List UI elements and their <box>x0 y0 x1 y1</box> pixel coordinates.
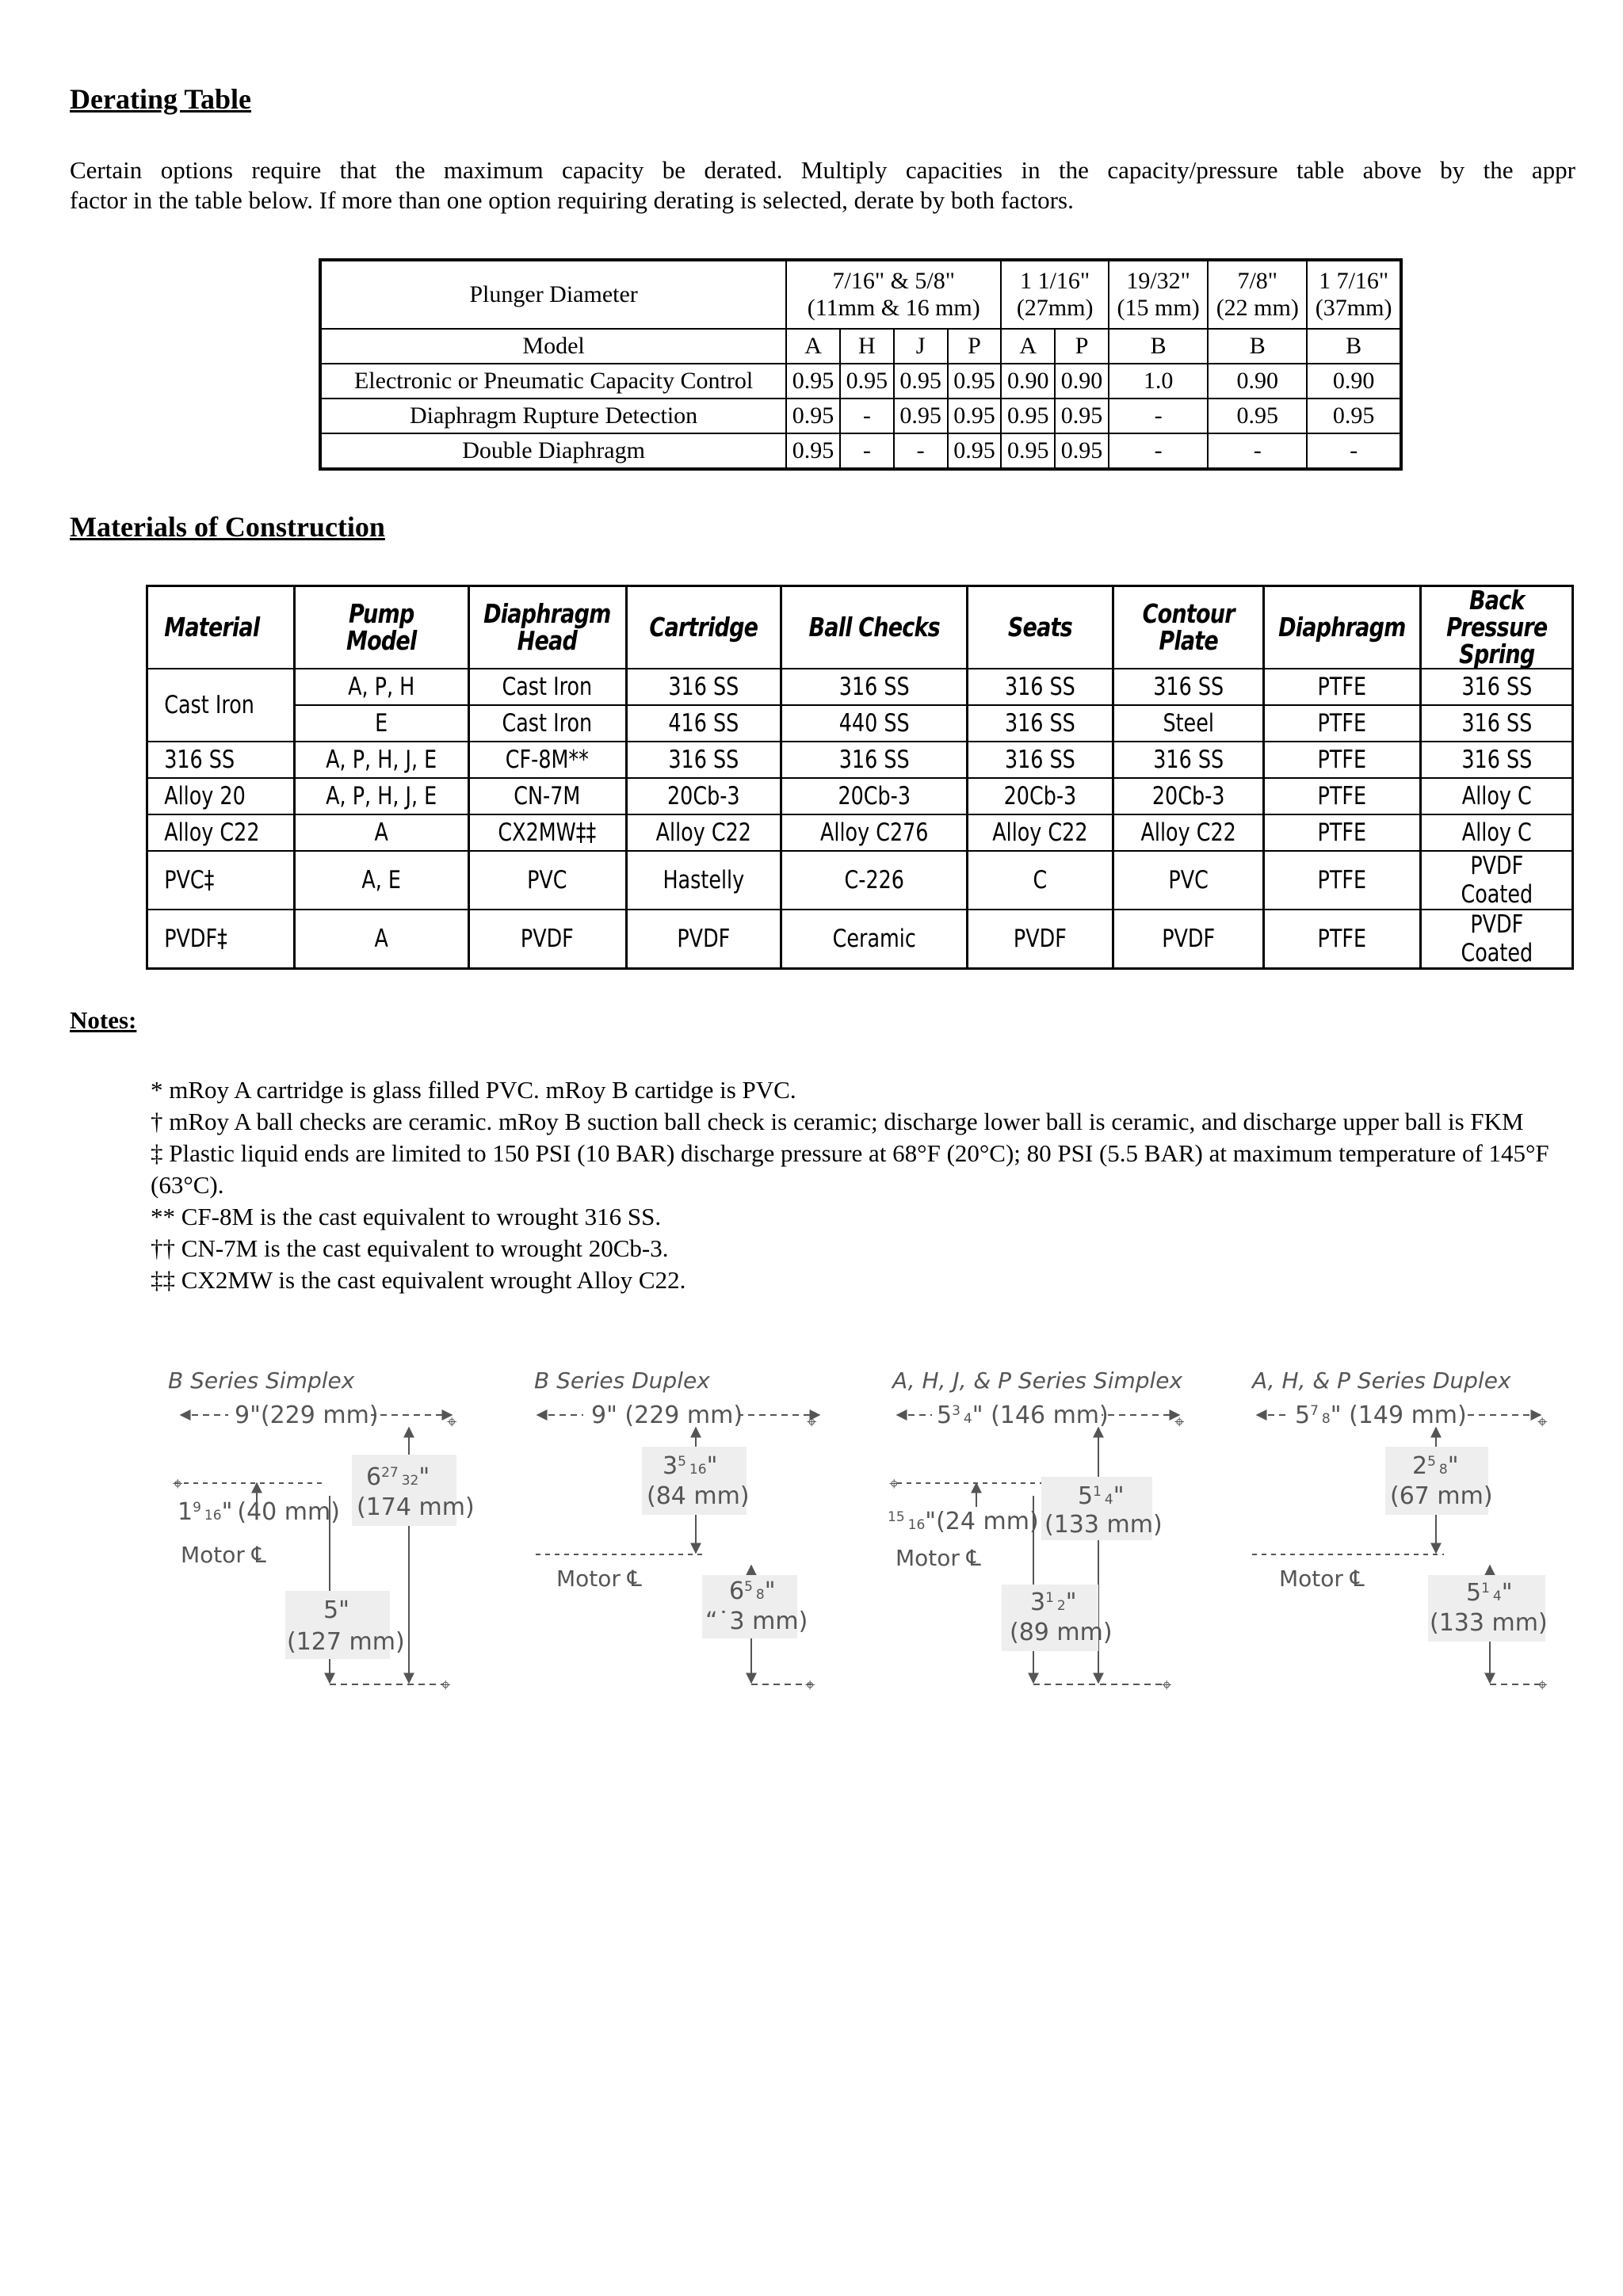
model-cell: A <box>1001 329 1055 364</box>
materials-cell: CN-7M <box>483 778 612 814</box>
materials-cell: 20Cb-3 <box>980 778 1101 814</box>
material-name: Cast Iron <box>160 669 281 742</box>
derating-factor: 0.95 <box>948 433 1002 469</box>
svg-text:⌖: ⌖ <box>805 1676 815 1695</box>
materials-cell: C-226 <box>798 851 950 910</box>
materials-cell: PVDF <box>640 910 767 969</box>
materials-row <box>147 742 1573 778</box>
svg-text:Motor ℄: Motor ℄ <box>556 1566 642 1592</box>
derating-factor: 0.95 <box>948 399 1002 433</box>
dimension-drawings <box>158 1356 1585 1721</box>
materials-cell: 316 SS <box>1127 669 1250 705</box>
materials-cell: PVC <box>1127 851 1250 910</box>
svg-text:Motor ℄: Motor ℄ <box>1279 1566 1365 1592</box>
derating-factor: 0.95 <box>1055 399 1109 433</box>
materials-row <box>147 910 1573 969</box>
plunger-diameter-cell: 7/8" (22 mm) <box>1208 260 1307 329</box>
svg-text:⌖: ⌖ <box>889 1474 899 1494</box>
materials-cell: PVDF Coated <box>1434 910 1559 969</box>
svg-text:312": $3^1$ $_2$" <box>1030 1589 1077 1616</box>
notes-title: Notes: <box>70 1006 137 1034</box>
svg-text:(127 mm): (127 mm) <box>287 1628 405 1656</box>
notes-list <box>151 1074 1561 1296</box>
derating-row <box>320 433 1401 469</box>
derating-factor: 0.90 <box>1307 364 1401 399</box>
materials-cell: Cast Iron <box>483 669 612 705</box>
materials-cell: PVDF <box>980 910 1101 969</box>
derating-factor: - <box>894 433 948 469</box>
drawing-title: B Series Duplex <box>534 1367 710 1394</box>
materials-title: Materials of Construction <box>70 511 385 543</box>
svg-text:⌖: ⌖ <box>1174 1413 1185 1432</box>
materials-cell: 440 SS <box>798 705 950 742</box>
derating-factor: - <box>1307 433 1401 469</box>
svg-text:⌖: ⌖ <box>807 1413 817 1432</box>
derating-intro <box>70 155 1575 215</box>
materials-row <box>147 669 1573 705</box>
note-item: ‡ Plastic liquid ends are limited to 150 PSI (10 BAR) discharge pressure at 68°F (20°C); 80 PSI (5.5 BAR) at maximum temperature of 145°F (63°C). <box>151 1139 1549 1199</box>
materials-header: Ball Checks <box>798 586 950 669</box>
derating-factor: 0.95 <box>894 399 948 433</box>
materials-cell: C <box>980 851 1101 910</box>
derating-row-label: Diaphragm Rupture Detection <box>320 399 786 433</box>
svg-text:(84 mm): (84 mm) <box>647 1482 750 1510</box>
derating-table-title: Derating Table <box>70 83 252 115</box>
materials-cell: Ceramic <box>798 910 950 969</box>
materials-cell: Alloy C22 <box>640 814 767 851</box>
materials-cell: E <box>310 705 453 742</box>
svg-text:578" (149 mm): $5^7$ $_8$" (149 mm) <box>1295 1402 1467 1429</box>
materials-cell: A <box>310 814 453 851</box>
svg-text:1516"(24 mm): $^{15}$ $_{16}$"(24 mm) <box>888 1508 1039 1535</box>
derating-factor: 0.95 <box>786 364 840 399</box>
materials-header: Diaphragm <box>1277 586 1407 669</box>
svg-text:5": 5" <box>323 1596 349 1624</box>
materials-cell: A, E <box>310 851 453 910</box>
derating-intro-line-1: Certain options require that the maximum capacity be derated. Multiply capacities in the capacity/pressure table above by the appr <box>70 156 1575 184</box>
plunger-diameter-cell: 1 1/16" (27mm) <box>1001 260 1109 329</box>
derating-factor: - <box>1208 433 1307 469</box>
materials-cell: 316 SS <box>1127 742 1250 778</box>
materials-table <box>146 585 1574 970</box>
material-name: Alloy 20 <box>160 778 281 814</box>
materials-cell: PTFE <box>1277 705 1407 742</box>
plunger-diameter-cell: 19/32" (15 mm) <box>1109 260 1208 329</box>
materials-cell: PVC <box>483 851 612 910</box>
materials-header: Pump Model <box>310 586 453 669</box>
motor-centerline-label: Motor ℄ <box>181 1542 266 1568</box>
derating-factor: 0.90 <box>1208 364 1307 399</box>
derating-factor: - <box>840 399 894 433</box>
note-item: ** CF-8M is the cast equivalent to wrought 316 SS. <box>151 1203 662 1230</box>
derating-factor: 0.95 <box>1001 433 1055 469</box>
materials-cell: 316 SS <box>980 742 1101 778</box>
materials-cell: Alloy C <box>1434 778 1559 814</box>
materials-cell: A, P, H, J, E <box>310 742 453 778</box>
model-cell: B <box>1109 329 1208 364</box>
note-item: ‡‡ CX2MW is the cast equivalent wrought Alloy C22. <box>151 1266 686 1294</box>
materials-header: Diaphragm Head <box>483 586 612 669</box>
svg-text:(89 mm): (89 mm) <box>1010 1619 1113 1646</box>
drawing-ahjp-series-simplex <box>888 1367 1184 1695</box>
materials-row <box>147 705 1573 742</box>
materials-cell: Cast Iron <box>483 705 612 742</box>
model-cell: P <box>948 329 1002 364</box>
derating-intro-line-2: factor in the table below. If more than one option requiring derating is selected, derate by both factors. <box>70 186 1074 214</box>
materials-cell: PTFE <box>1277 778 1407 814</box>
materials-cell: Hastelly <box>640 851 767 910</box>
svg-text:534" (146 mm): $5^3$ $_4$" (146 mm) <box>937 1402 1109 1429</box>
materials-cell: Alloy C22 <box>980 814 1101 851</box>
derating-factor: 0.95 <box>840 364 894 399</box>
materials-cell: PTFE <box>1277 742 1407 778</box>
materials-cell: PVDF <box>1127 910 1250 969</box>
model-cell: P <box>1055 329 1109 364</box>
materials-cell: PVDF Coated <box>1434 851 1559 910</box>
derating-factor: 0.95 <box>1307 399 1401 433</box>
materials-row <box>147 814 1573 851</box>
derating-row-label: Double Diaphragm <box>320 433 786 469</box>
derating-factor: 0.95 <box>786 433 840 469</box>
materials-cell: Steel <box>1127 705 1250 742</box>
materials-cell: A, P, H, J, E <box>310 778 453 814</box>
materials-cell: PTFE <box>1277 851 1407 910</box>
model-cell: B <box>1307 329 1401 364</box>
derating-factor: 0.90 <box>1055 364 1109 399</box>
svg-text:514": $5^1$ $_4$" <box>1078 1482 1125 1510</box>
materials-cell: 316 SS <box>798 742 950 778</box>
svg-text:“˙3 mm): “˙3 mm) <box>705 1608 808 1635</box>
svg-text:⌖: ⌖ <box>1537 1676 1548 1695</box>
model-cell: J <box>894 329 948 364</box>
svg-text:⌖: ⌖ <box>1162 1676 1172 1695</box>
drawing-title: A, H, J, & P Series Simplex <box>892 1367 1183 1394</box>
svg-text:258": $2^5$ $_8$" <box>1412 1452 1459 1480</box>
derating-factor: 0.95 <box>948 364 1002 399</box>
svg-text:(174 mm): (174 mm) <box>357 1493 475 1521</box>
svg-text:3516": $3^5$ $_{16}$" <box>663 1452 718 1480</box>
svg-text:658": $6^5$ $_8$" <box>729 1577 776 1605</box>
materials-cell: 316 SS <box>1434 669 1559 705</box>
materials-cell: 316 SS <box>980 705 1101 742</box>
svg-text:⌖: ⌖ <box>447 1413 457 1432</box>
drawing-title: B Series Simplex <box>168 1367 355 1394</box>
model-cell: H <box>840 329 894 364</box>
derating-factor: 0.95 <box>894 364 948 399</box>
derating-factor: - <box>1109 399 1208 433</box>
materials-cell: 20Cb-3 <box>1127 778 1250 814</box>
material-name: PVDF‡ <box>160 910 281 969</box>
materials-cell: 316 SS <box>1434 742 1559 778</box>
materials-header: Seats <box>980 586 1101 669</box>
derating-row <box>320 364 1401 399</box>
dim-whole: 6 <box>366 1463 382 1491</box>
materials-header: Back Pressure Spring <box>1434 586 1559 669</box>
derating-factor: 0.95 <box>1208 399 1307 433</box>
svg-text:⌖: ⌖ <box>441 1676 451 1695</box>
drawing-ahp-series-duplex <box>1251 1367 1548 1695</box>
materials-cell: A <box>310 910 453 969</box>
materials-cell: 316 SS <box>1434 705 1559 742</box>
materials-cell: CF-8M** <box>483 742 612 778</box>
drawing-title: A, H, & P Series Duplex <box>1252 1367 1511 1394</box>
materials-row <box>147 851 1573 910</box>
derating-factor: 0.95 <box>786 399 840 433</box>
svg-text:(133 mm): (133 mm) <box>1044 1511 1163 1539</box>
note-item: †† CN-7M is the cast equivalent to wrought 20Cb-3. <box>151 1234 669 1262</box>
svg-text:(67 mm): (67 mm) <box>1390 1482 1493 1510</box>
derating-table <box>319 258 1403 471</box>
materials-header: Contour Plate <box>1127 586 1250 669</box>
materials-cell: CX2MW‡‡ <box>483 814 612 851</box>
plunger-diameter-label: Plunger Diameter <box>320 260 786 329</box>
svg-text:⌖: ⌖ <box>1537 1413 1548 1432</box>
derating-factor: 1.0 <box>1109 364 1208 399</box>
drawing-b-series-simplex <box>168 1367 475 1695</box>
svg-text:9" (229 mm): 9" (229 mm) <box>591 1402 743 1429</box>
derating-factor: - <box>1109 433 1208 469</box>
svg-text:62732": $6^{27}$ $_{32}$" <box>366 1463 430 1491</box>
materials-cell: A, P, H <box>310 669 453 705</box>
derating-factor: 0.95 <box>1001 399 1055 433</box>
drawing-b-series-duplex <box>534 1367 819 1695</box>
materials-cell: 20Cb-3 <box>798 778 950 814</box>
materials-header: Material <box>160 586 281 669</box>
derating-factor: - <box>840 433 894 469</box>
model-cell: B <box>1208 329 1307 364</box>
derating-factor: 0.95 <box>1055 433 1109 469</box>
materials-cell: Alloy C <box>1434 814 1559 851</box>
materials-cell: PVDF <box>483 910 612 969</box>
materials-cell: 316 SS <box>980 669 1101 705</box>
materials-cell: 20Cb-3 <box>640 778 767 814</box>
drawing-width-dim: 9"(229 mm) <box>235 1402 379 1429</box>
materials-cell: PTFE <box>1277 669 1407 705</box>
model-cell: A <box>786 329 840 364</box>
svg-text:1916"(40 mm): $1^9$ $_{16}$" (40 mm) <box>178 1498 340 1526</box>
materials-header: Cartridge <box>640 586 767 669</box>
materials-cell: PTFE <box>1277 910 1407 969</box>
svg-text:(133 mm): (133 mm) <box>1430 1609 1548 1637</box>
material-name: PVC‡ <box>160 851 281 910</box>
materials-cell: Alloy C276 <box>798 814 950 851</box>
derating-header-row <box>320 260 1401 329</box>
material-name: Alloy C22 <box>160 814 281 851</box>
materials-cell: 316 SS <box>640 742 767 778</box>
materials-cell: 316 SS <box>798 669 950 705</box>
svg-text:514": $5^1$ $_4$" <box>1466 1579 1513 1607</box>
materials-cell: Alloy C22 <box>1127 814 1250 851</box>
plunger-diameter-cell: 7/16" & 5/8" (11mm & 16 mm) <box>786 260 1001 329</box>
note-item: * mRoy A cartridge is glass filled PVC. mRoy B cartidge is PVC. <box>151 1076 796 1104</box>
material-name: 316 SS <box>160 742 281 778</box>
materials-cell: 316 SS <box>640 669 767 705</box>
derating-factor: 0.90 <box>1001 364 1055 399</box>
note-item: † mRoy A ball checks are ceramic. mRoy B suction ball check is ceramic; discharge lower ball is ceramic, and discharge upper ball is FKM <box>151 1108 1524 1135</box>
plunger-diameter-cell: 1 7/16" (37mm) <box>1307 260 1401 329</box>
svg-text:Motor ℄: Motor ℄ <box>896 1545 981 1571</box>
materials-cell: PTFE <box>1277 814 1407 851</box>
derating-row <box>320 399 1401 433</box>
svg-text:⌖: ⌖ <box>173 1474 183 1494</box>
derating-model-row <box>320 329 1401 364</box>
materials-row <box>147 778 1573 814</box>
model-label: Model <box>320 329 786 364</box>
materials-header-row <box>147 586 1573 669</box>
materials-cell: 416 SS <box>640 705 767 742</box>
derating-row-label: Electronic or Pneumatic Capacity Control <box>320 364 786 399</box>
